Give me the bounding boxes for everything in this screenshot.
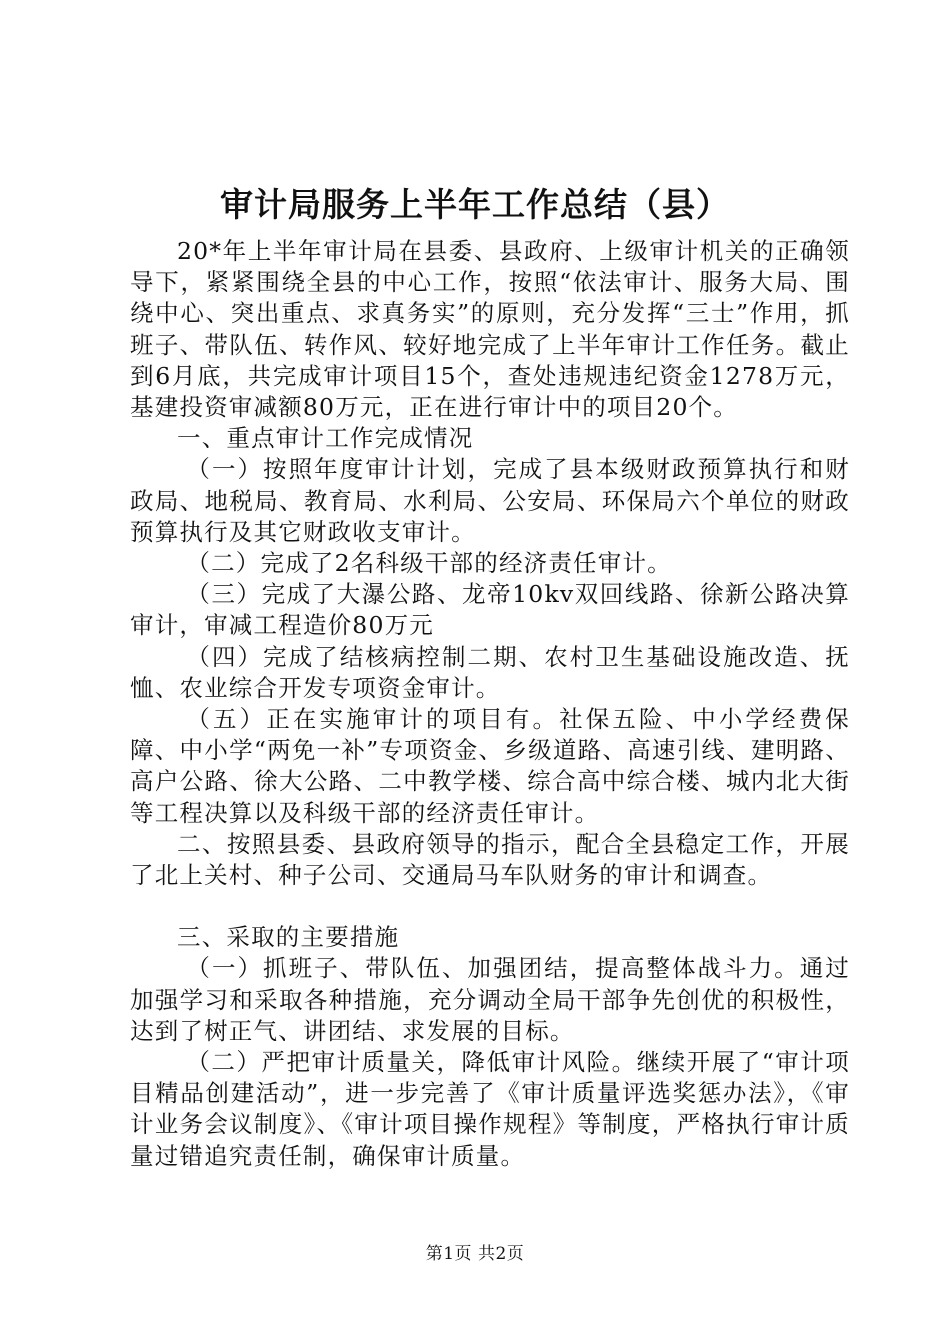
section-heading-1: 一、重点审计工作完成情况 <box>177 424 474 453</box>
section-heading-3: 三、采取的主要措施 <box>177 923 400 952</box>
page-footer: 第1页 共2页 <box>425 1244 525 1264</box>
section-heading-2: 二、按照县委、县政府领导的指示，配合全县稳定工作，开展了北上关村、种子公司、交通局马车队财务的审计和调查。 <box>130 829 850 890</box>
intro-paragraph: 20*年上半年审计局在县委、县政府、上级审计机关的正确领导下，紧紧围绕全县的中心工作，按照“依法审计、服务大局、围绕中心、突出重点、求真务实”的原则，充分发挥“三士”作用，抓班子、带队伍、转作风、较好地完成了上半年审计工作任务。截止到6月底，共完成审计项目15个，查处违规违纪资金1278万元，基建投资审减额80万元，正在进行审计中的项目20个。 <box>130 237 850 422</box>
document-body <box>130 236 850 1172</box>
section-1-item-4: （四）完成了结核病控制二期、农村卫生基础设施改造、抚恤、农业综合开发专项资金审计。 <box>130 642 850 702</box>
section-1-item-5: （五）正在实施审计的项目有。社保五险、中小学经费保障、中小学“两免一补”专项资金、乡级道路、高速引线、建明路、高户公路、徐大公路、二中教学楼、综合高中综合楼、城内北大街等工程决算以及科级干部的经济责任审计。 <box>130 705 850 827</box>
section-1-item-1: （一）按照年度审计计划，完成了县本级财政预算执行和财政局、地税局、教育局、水利局、公安局、环保局六个单位的财政预算执行及其它财政收支审计。 <box>130 455 850 546</box>
section-1-item-2: （二）完成了2名科级干部的经济责任审计。 <box>186 549 672 578</box>
document-title: 审计局服务上半年工作总结（县） <box>220 185 730 224</box>
section-3-item-2: （二）严把审计质量关，降低审计风险。继续开展了“审计项目精品创建活动”，进一步完善了《审计质量评选奖惩办法》，《审计业务会议制度》、《审计项目操作规程》等制度，严格执行审计质量过错追究责任制，确保审计质量。 <box>130 1048 850 1170</box>
section-3-item-1: （一）抓班子、带队伍、加强团结，提高整体战斗力。通过加强学习和采取各种措施，充分调动全局干部争先创优的积极性，达到了树正气、讲团结、求发展的目标。 <box>130 954 850 1045</box>
section-1-item-3: （三）完成了大瀑公路、龙帝10kv双回线路、徐新公路决算审计，审减工程造价80万元 <box>130 580 850 640</box>
